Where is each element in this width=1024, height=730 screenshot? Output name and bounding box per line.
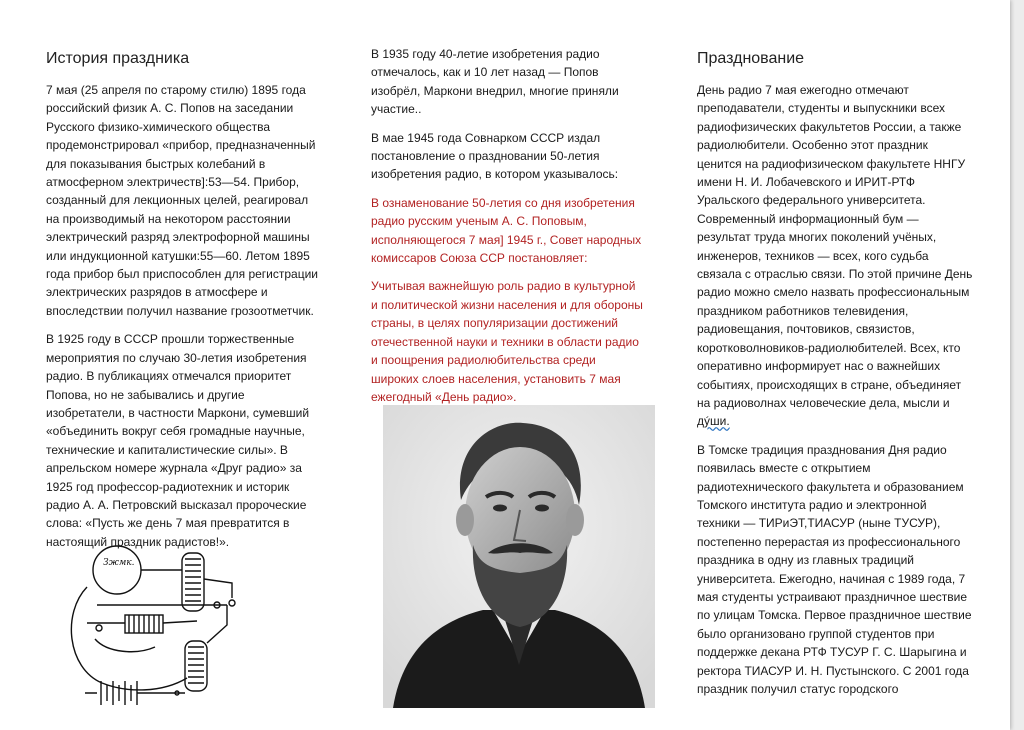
heading-history: История праздника: [46, 50, 190, 67]
paragraph-radio-day: День радио 7 мая ежегодно отмечают преподаватели, студенты и выпускники всех радиофизических факультетов России, а также радиолюбители. Особенно этот праздник ценится на радиофизическом факультете ННГУ имени Н. И. Лобачевского и ИРИТ-РТФ Уральского федерального университета. Современный информационный бум — результат труда многих поколений учёных, инженеров, техников — всех, кого судьба связала с отраслью связи. По этой причине День радио можно смело назвать профессиональным праздником работников телевидения, радиовещания, почтовиков, связистов, коротковолновиков-радиолюбителей. Всех, кто оперативно информирует нас о важнейших событиях, происходящих в стране, объединяет на радиоволнах человеческие дела, мысли и дýши.: [697, 83, 973, 429]
paragraph-1945: В мае 1945 года Совнарком СССР издал постановление о праздновании 50-летия изобретения радио, в котором указывалось:: [371, 130, 619, 182]
popov-portrait: [383, 405, 655, 708]
heading-celebration: Празднование: [697, 50, 805, 67]
paragraph-popov-1895: 7 мая (25 апреля по старому стилю) 1895 года российский физик А. С. Попов на заседании Русского физико-химического общества продемонстрировал «прибор, предназначенный для показывания быстрых колебаний в атмосферном электричеств]:53—54. Прибор, созданный для лекционных целей, реагировал на производимый на некотором расстоянии электрический разряд электрофорной машины или индукционной катушки:55—60. Летом 1895 года прибор был приспособлен для регистрации электрических разрядов в атмосфере и впоследствии получил название грозоотметчик.: [46, 83, 319, 318]
radio-receiver-schematic: [67, 543, 249, 711]
paragraph-1925: В 1925 году в СССР прошли торжественные мероприятия по случаю 30-летия изобретения радио. В публикациях отмечался приоритет Попова, но не забывались и другие изобретатели, в частности Маркони, сумевший «объединить вокруг себя громадные научные, технические и капиталистические силы». В апрельском номере журнала «Друг радио» за 1925 год профессор-радиотехник и историк радио А. А. Петровский высказал пророческие слова: «Пусть же день 7 мая превратится в настоящий праздник радистов!».: [46, 332, 310, 549]
paragraph-tomsk: В Томске традиция празднования Дня радио появилась вместе с открытием радиотехнического факультета и образованием Томского института радио и электронной техники — ТИРиЭТ,ТИАСУР (ныне ТУСУР), постепенно перерастая из профессионального праздника в одну из главных традиций университета. Ежегодно, начиная с 1989 года, 7 мая студенты устраивают праздничное шествие по улицам Томска. Первое праздничное шествие было организовано группой студентов при поддержке декана РТФ ТУСУР Г. С. Шарыгина и ректора ТИАСУР И. Н. Пустынского. С 2001 года праздник получил статус городского: [697, 442, 972, 696]
column-middle: [371, 0, 661, 416]
column-celebration: [697, 0, 987, 708]
quote-decree-1: В ознаменование 50-летия со дня изобретения радио русским ученым А. С. Поповым, исполняющегося 7 мая] 1945 г., Совет народных комиссаров Союза ССР постановляет:: [371, 195, 642, 266]
paragraph-1935: В 1935 году 40-летие изобретения радио отмечалось, как и 10 лет назад — Попов изобрёл, Маркони внедрил, многие приняли участие..: [371, 47, 619, 117]
schematic-label: Зжмк.: [103, 558, 135, 568]
quote-decree-2: Учитывая важнейшую роль радио в культурной и политической жизни населения и для обороны страны, в целях популяризации достижений отечественной науки и техники в области радио и поощрения радиолюбительства среди широких слоев населения, установить 7 мая ежегодный «День радио».: [371, 279, 643, 404]
column-history: [46, 0, 336, 561]
